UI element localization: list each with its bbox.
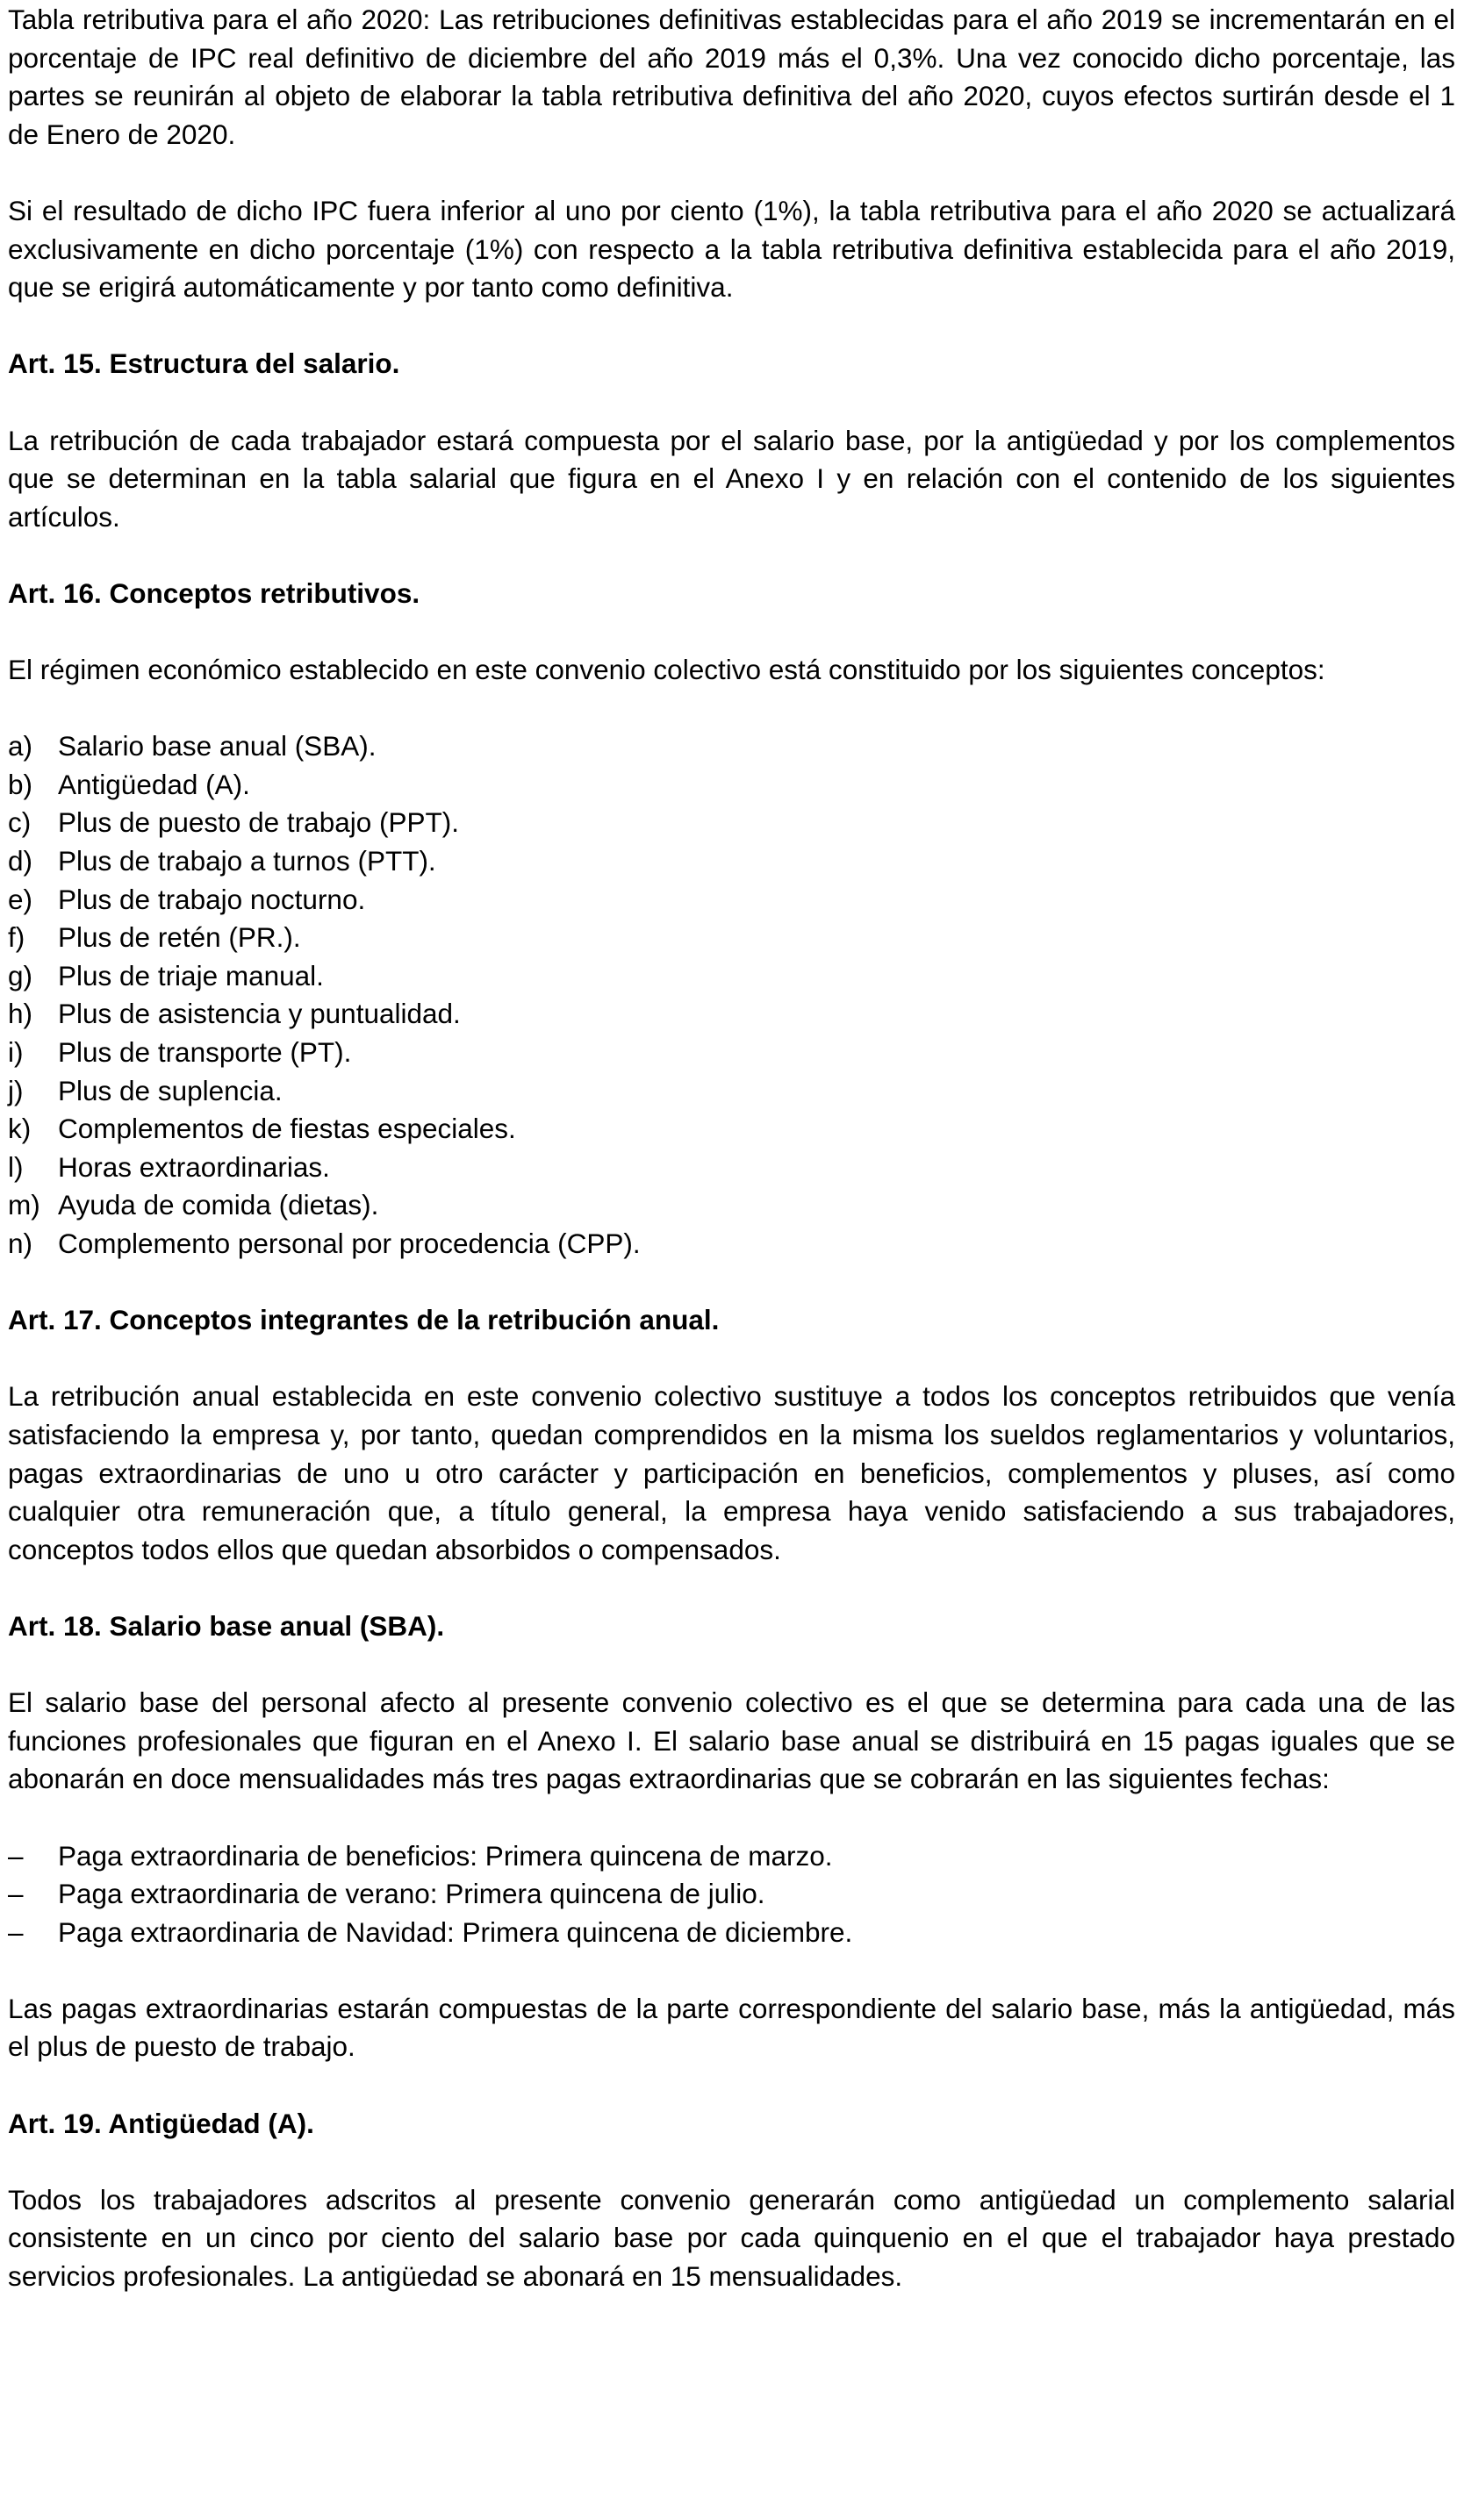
- list-item-text: Plus de suplencia.: [58, 1074, 283, 1106]
- list-item: [8, 881, 1455, 920]
- list-item: [8, 1914, 1455, 1952]
- enumerated-list: [8, 727, 1455, 1263]
- list-item-marker: h): [8, 998, 33, 1030]
- list-item-text: Complemento personal por procedencia (CPP).: [58, 1228, 641, 1259]
- list-item-text: Plus de asistencia y puntualidad.: [58, 998, 461, 1030]
- paragraph: El régimen económico establecido en este convenio colectivo está constituido por los siguientes conceptos:: [8, 654, 1325, 686]
- list-item-marker: n): [8, 1228, 33, 1259]
- paragraph: Tabla retributiva para el año 2020: Las retribuciones definitivas establecidas para el año 2019 se incrementarán en el porcentaje de IPC real definitivo de diciembre del año 2019 más el 0,3%. Una vez conocido dicho porcentaje, las partes se reunirán al objeto de elaborar la tabla retributiva definitiva del año 2020, cuyos efectos surtirán desde el 1 de Enero de 2020.: [8, 4, 1455, 150]
- list-item-text: Plus de retén (PR.).: [58, 921, 301, 954]
- list-item: [8, 1186, 1455, 1225]
- list-item-marker: a): [8, 730, 33, 762]
- article-heading: Art. 15. Estructura del salario.: [8, 347, 400, 380]
- paragraph: Si el resultado de dicho IPC fuera inferior al uno por ciento (1%), la tabla retributiva para el año 2020 se actualizará exclusivamente en dicho porcentaje (1%) con respecto a la tabla retributiva definitiva establecida para el año 2019, que se erigirá automáticamente y por tanto como definitiva.: [8, 194, 1455, 304]
- article-heading: Art. 17. Conceptos integrantes de la retribución anual.: [8, 1304, 720, 1336]
- list-item-text: Plus de trabajo a turnos (PTT).: [58, 845, 436, 877]
- list-item-marker: –: [8, 1915, 24, 1948]
- list-item: [8, 727, 1455, 766]
- list-item: [8, 1875, 1455, 1914]
- list-item: [8, 1110, 1455, 1149]
- list-item-marker: e): [8, 883, 33, 915]
- list-item-marker: j): [8, 1074, 24, 1106]
- list-item-text: Ayuda de comida (dietas).: [58, 1189, 379, 1221]
- article-heading: Art. 16. Conceptos retributivos.: [8, 576, 420, 609]
- list-item: [8, 1149, 1455, 1187]
- list-item-text: Paga extraordinaria de verano: Primera quincena de julio.: [58, 1878, 765, 1910]
- article-heading: Art. 18. Salario base anual (SBA).: [8, 1609, 445, 1642]
- list-item-text: Salario base anual (SBA).: [58, 730, 377, 762]
- paragraph: El salario base del personal afecto al presente convenio colectivo es el que se determina para cada una de las funciones profesionales que figuran en el Anexo I. El salario base anual se distribuirá en 15 pagas iguales que se abonarán en doce mensualidades más tres pagas extraordinarias que se cobrarán en las siguientes fechas:: [8, 1686, 1455, 1795]
- list-item-text: Plus de trabajo nocturno.: [58, 883, 366, 915]
- list-item-marker: k): [8, 1113, 32, 1145]
- list-item: [8, 957, 1455, 996]
- list-item-text: Horas extraordinarias.: [58, 1150, 330, 1183]
- list-item-text: Plus de triaje manual.: [58, 959, 324, 992]
- list-item-text: Paga extraordinaria de Navidad: Primera quincena de diciembre.: [58, 1915, 853, 1948]
- paragraph: Todos los trabajadores adscritos al presente convenio generarán como antigüedad un complemento salarial consistente en un cinco por ciento del salario base por cada quinquenio en el que el trabajador haya prestado servicios profesionales. La antigüedad se abonará en 15 mensualidades.: [8, 2183, 1455, 2293]
- list-item-text: Paga extraordinaria de beneficios: Primera quincena de marzo.: [58, 1839, 833, 1872]
- paragraph: La retribución de cada trabajador estará compuesta por el salario base, por la antigüedad y por los complementos que se determinan en la tabla salarial que figura en el Anexo I y en relación con el contenido de los siguientes artículos.: [8, 424, 1455, 533]
- list-item: [8, 766, 1455, 805]
- list-item-marker: b): [8, 768, 33, 800]
- list-item: [8, 804, 1455, 842]
- paragraph: Las pagas extraordinarias estarán compuestas de la parte correspondiente del salario base, más la antigüedad, más el plus de puesto de trabajo.: [8, 1992, 1455, 2063]
- list-item-text: Antigüedad (A).: [58, 768, 250, 800]
- list-item-marker: d): [8, 845, 33, 877]
- list-item: [8, 919, 1455, 957]
- list-item-marker: c): [8, 806, 32, 839]
- list-item-marker: –: [8, 1839, 24, 1872]
- list-item-marker: g): [8, 959, 33, 992]
- article-heading: Art. 19. Antigüedad (A).: [8, 2107, 314, 2139]
- list-item-marker: m): [8, 1189, 40, 1221]
- list-item-text: Complementos de fiestas especiales.: [58, 1113, 516, 1145]
- list-item-marker: i): [8, 1036, 24, 1069]
- list-item: [8, 1225, 1455, 1264]
- list-item: [8, 1034, 1455, 1072]
- list-item: [8, 1072, 1455, 1111]
- paragraph: La retribución anual establecida en este convenio colectivo sustituye a todos los conceptos retribuidos que venía satisfaciendo la empresa y, por tanto, quedan comprendidos en la misma los sueldos reglamentarios y voluntarios, pagas extraordinarias de uno u otro carácter y participación en beneficios, complementos y pluses, así como cualquier otra remuneración que, a título general, la empresa haya venido satisfaciendo a sus trabajadores, conceptos todos ellos que quedan absorbidos o compensados.: [8, 1380, 1455, 1565]
- list-item: [8, 1837, 1455, 1876]
- list-item: [8, 842, 1455, 881]
- list-item-text: Plus de transporte (PT).: [58, 1036, 352, 1069]
- list-item-marker: f): [8, 921, 25, 954]
- list-item-marker: –: [8, 1878, 24, 1910]
- list-item-text: Plus de puesto de trabajo (PPT).: [58, 806, 459, 839]
- list-item-marker: l): [8, 1150, 24, 1183]
- list-item: [8, 995, 1455, 1034]
- enumerated-list: [8, 1837, 1455, 1952]
